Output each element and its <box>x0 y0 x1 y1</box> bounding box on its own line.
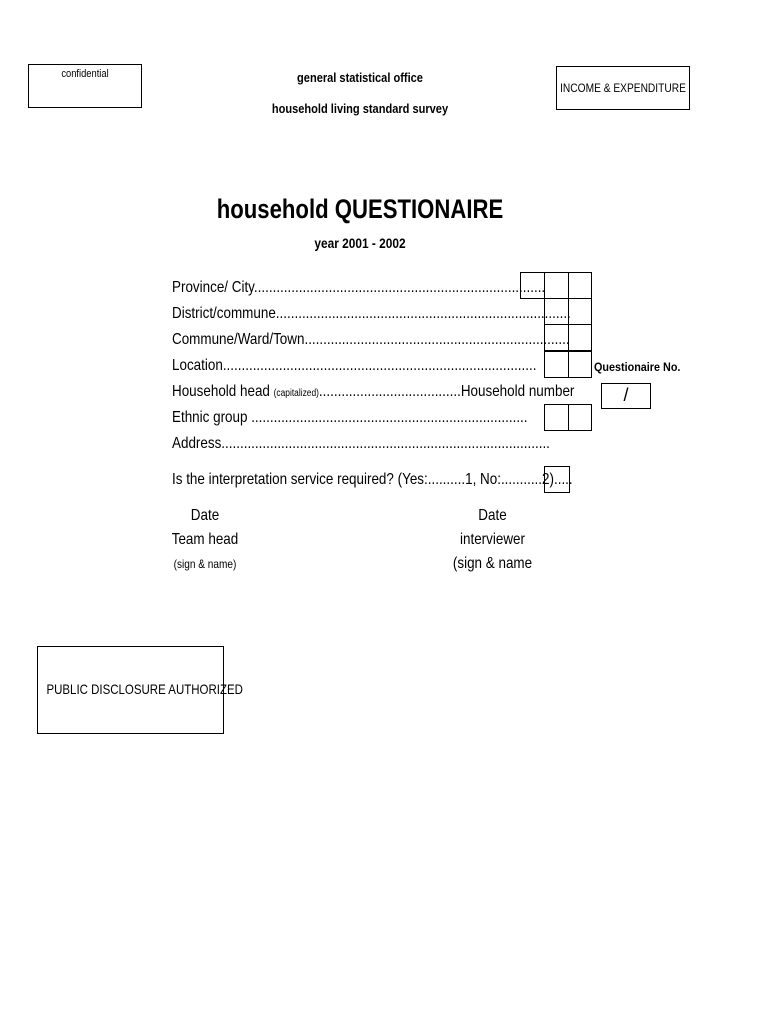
ethnic-dots: .......................................................................... <box>247 409 528 426</box>
commune-label: Commune/Ward/Town <box>172 331 305 348</box>
survey-title: household living standard survey <box>271 101 449 116</box>
province-code-cell-1[interactable] <box>520 272 545 299</box>
household-head-dots: ...................................... <box>318 383 461 400</box>
commune-code-cell-2[interactable] <box>568 324 592 351</box>
province-row <box>172 278 545 298</box>
province-code-cell-3[interactable] <box>568 272 592 299</box>
address-row <box>172 434 550 454</box>
ethnic-code-cell-1[interactable] <box>544 404 569 431</box>
disclosure-box <box>37 646 243 734</box>
location-code-cell-2[interactable] <box>568 351 592 378</box>
ethnic-label: Ethnic group <box>172 409 248 426</box>
questionnaire-no-label: Questionaire No. <box>594 360 681 374</box>
province-label: Province/ City <box>172 279 254 296</box>
interviewer-note: (sign & name <box>452 555 533 572</box>
household-head-row <box>172 382 574 402</box>
address-dots: ........................................................................................ <box>221 435 550 452</box>
ethnic-row <box>172 408 528 428</box>
location-row <box>172 356 536 376</box>
office-title: general statistical office <box>297 70 423 85</box>
location-dots: .................................................................................... <box>222 357 537 374</box>
module-box <box>556 66 690 110</box>
questionnaire-no-box[interactable] <box>601 383 651 409</box>
address-label: Address <box>172 435 222 452</box>
district-code-cell-2[interactable] <box>568 298 592 325</box>
province-code-cell-2[interactable] <box>544 272 569 299</box>
interviewer-date: Date <box>478 507 507 524</box>
interviewer-signature <box>440 504 545 576</box>
team-head-note: (sign & name) <box>173 557 237 571</box>
interpretation-code-cell[interactable] <box>544 466 570 493</box>
interviewer-role: interviewer <box>460 531 525 548</box>
interpretation-row <box>172 470 573 490</box>
team-head-date: Date <box>190 507 220 524</box>
team-head-signature <box>159 504 251 576</box>
commune-row <box>172 330 570 350</box>
confidential-label: confidential <box>61 68 109 80</box>
page-title: household QUESTIONAIRE <box>216 194 504 224</box>
year-subtitle: year 2001 - 2002 <box>314 235 406 251</box>
district-label: District/commune <box>172 305 276 322</box>
district-dots: ............................................................................... <box>275 305 571 322</box>
commune-code-cell-1[interactable] <box>544 324 569 351</box>
district-code-cell-1[interactable] <box>544 298 569 325</box>
province-dots: .............................................................................. <box>253 279 546 296</box>
module-label: INCOME & EXPENDITURE <box>560 81 686 95</box>
household-number-label: Household number <box>460 383 575 400</box>
team-head-role: Team head <box>171 531 239 548</box>
confidential-box <box>28 64 142 108</box>
capitalized-note: (capitalized) <box>273 388 319 399</box>
interpretation-label: Is the interpretation service required? (Yes:..........1, No:...........2)..... <box>172 471 573 488</box>
location-code-cell-1[interactable] <box>544 351 569 378</box>
ethnic-code-cell-2[interactable] <box>568 404 592 431</box>
commune-dots: ....................................................................... <box>304 331 570 348</box>
district-row <box>172 304 571 324</box>
location-label: Location <box>172 357 223 374</box>
questionnaire-no-value: / <box>623 385 629 405</box>
household-head-label: Household head <box>172 383 270 400</box>
disclosure-label: PUBLIC DISCLOSURE AUTHORIZED <box>46 681 243 697</box>
